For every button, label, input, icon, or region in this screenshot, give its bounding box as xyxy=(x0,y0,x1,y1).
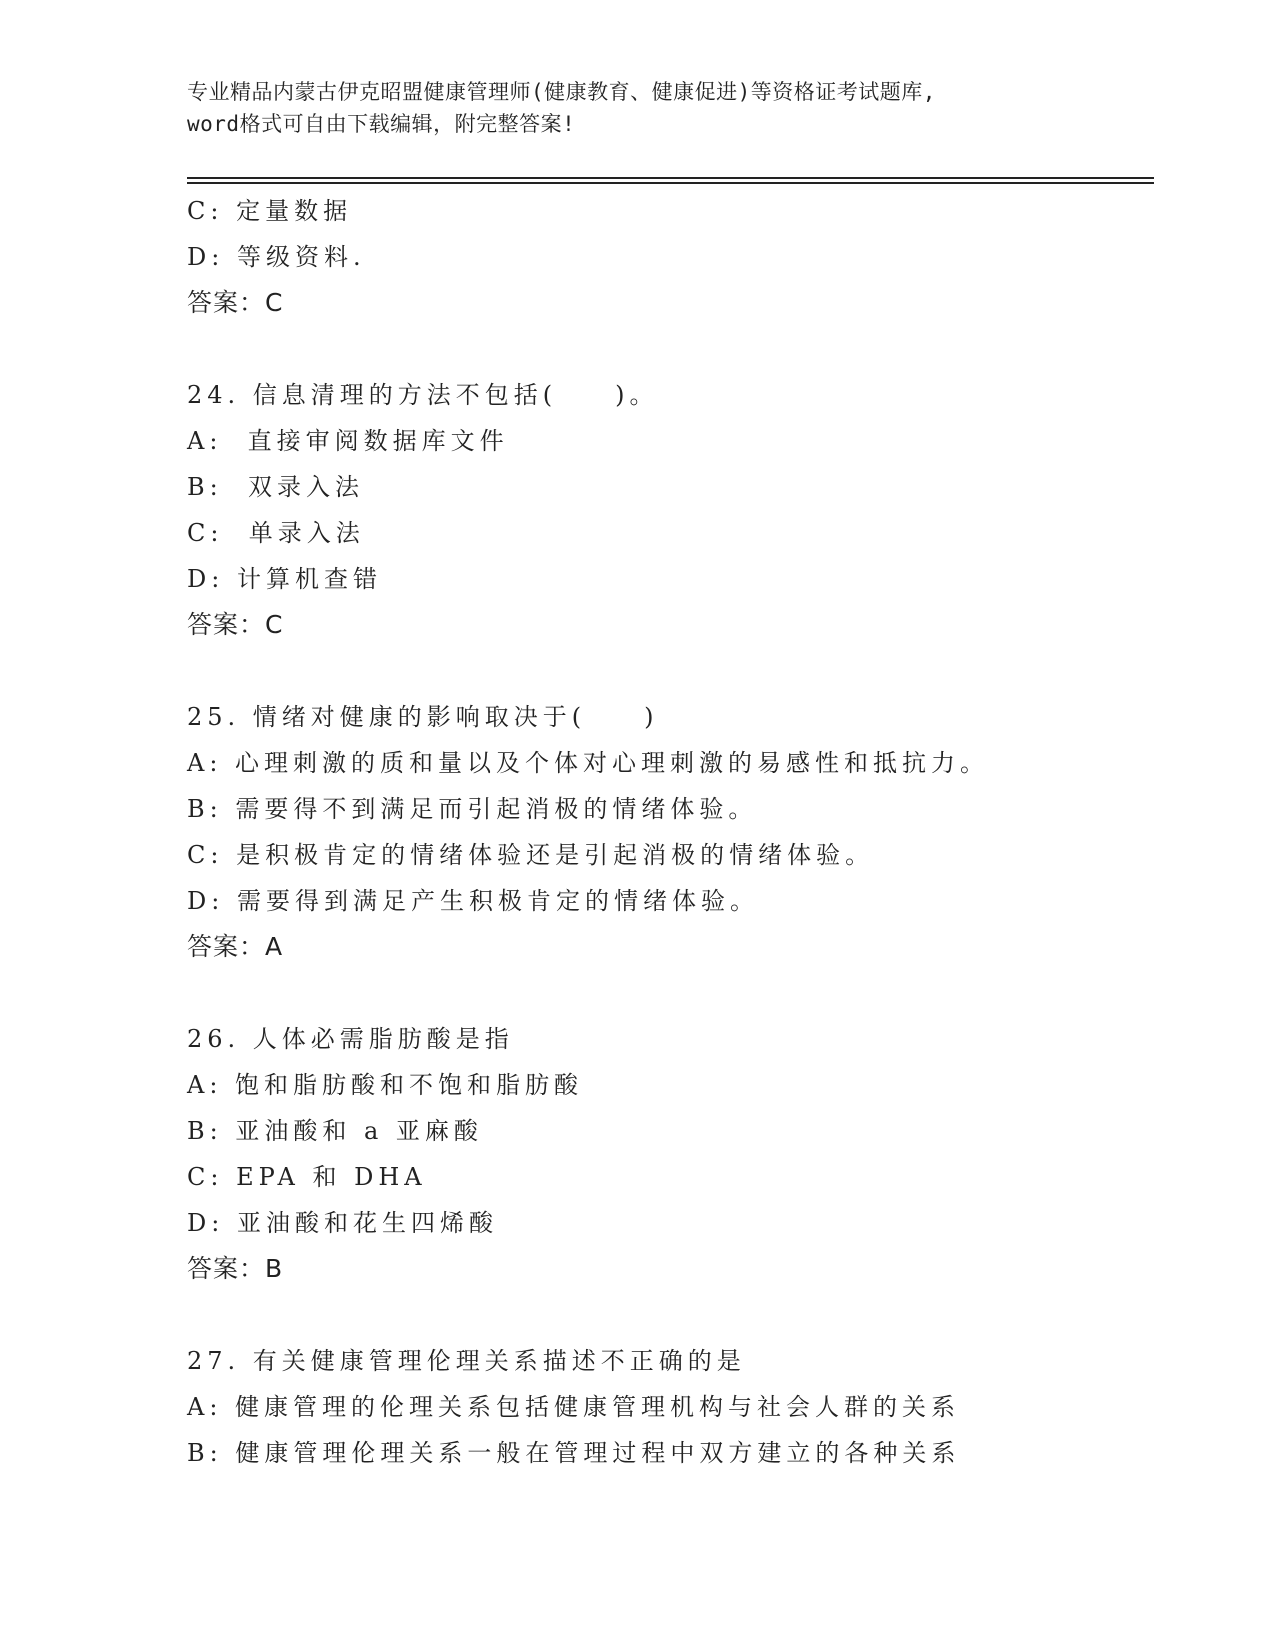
question-stem: 24. 信息清理的方法不包括( )。 xyxy=(187,381,659,409)
answer-line: 答案：C xyxy=(187,288,284,317)
option-b: B: 亚油酸和 a 亚麻酸 xyxy=(187,1117,483,1145)
answer-line: 答案：A xyxy=(187,932,284,961)
option-d: D: 等级资料. xyxy=(187,243,366,271)
option-a: A: 饱和脂肪酸和不饱和脂肪酸 xyxy=(187,1071,584,1099)
header-rule-bottom xyxy=(187,182,1154,184)
spacer xyxy=(187,1292,1147,1338)
question-stem: 27. 有关健康管理伦理关系描述不正确的是 xyxy=(187,1347,746,1375)
question-25 xyxy=(187,694,1147,970)
question-23-continued xyxy=(187,188,1147,326)
header-rule-top xyxy=(187,177,1154,179)
question-stem: 25. 情绪对健康的影响取决于( ) xyxy=(187,703,659,731)
option-b: B: 健康管理伦理关系一般在管理过程中双方建立的各种关系 xyxy=(187,1439,961,1467)
option-c: C: 是积极肯定的情绪体验还是引起消极的情绪体验。 xyxy=(187,841,875,869)
option-d: D: 亚油酸和花生四烯酸 xyxy=(187,1209,498,1237)
question-26 xyxy=(187,1016,1147,1292)
option-b: B: 需要得不到满足而引起消极的情绪体验。 xyxy=(187,795,758,823)
question-list xyxy=(187,188,1147,1476)
option-a: A: 健康管理的伦理关系包括健康管理机构与社会人群的关系 xyxy=(187,1393,961,1421)
question-stem: 26. 人体必需脂肪酸是指 xyxy=(187,1025,514,1053)
document-header xyxy=(187,76,1087,140)
spacer xyxy=(187,648,1147,694)
option-b: B: 双录入法 xyxy=(187,473,364,501)
option-a: A: 直接审阅数据库文件 xyxy=(187,427,509,455)
option-a: A: 心理刺激的质和量以及个体对心理刺激的易感性和抵抗力。 xyxy=(187,749,990,777)
header-line-1: 专业精品内蒙古伊克昭盟健康管理师(健康教育、健康促进)等资格证考试题库, xyxy=(187,80,936,104)
option-c: C: EPA 和 DHA xyxy=(187,1163,427,1191)
spacer xyxy=(187,326,1147,372)
question-27 xyxy=(187,1338,1147,1476)
answer-line: 答案：C xyxy=(187,610,284,639)
answer-line: 答案：B xyxy=(187,1254,284,1283)
option-d: D: 需要得到满足产生积极肯定的情绪体验。 xyxy=(187,887,759,915)
option-d: D: 计算机查错 xyxy=(187,565,382,593)
question-24 xyxy=(187,372,1147,648)
header-line-2: word格式可自由下载编辑，附完整答案! xyxy=(187,112,576,136)
spacer xyxy=(187,970,1147,1016)
option-c: C: 定量数据 xyxy=(187,197,353,225)
option-c: C: 单录入法 xyxy=(187,519,365,547)
